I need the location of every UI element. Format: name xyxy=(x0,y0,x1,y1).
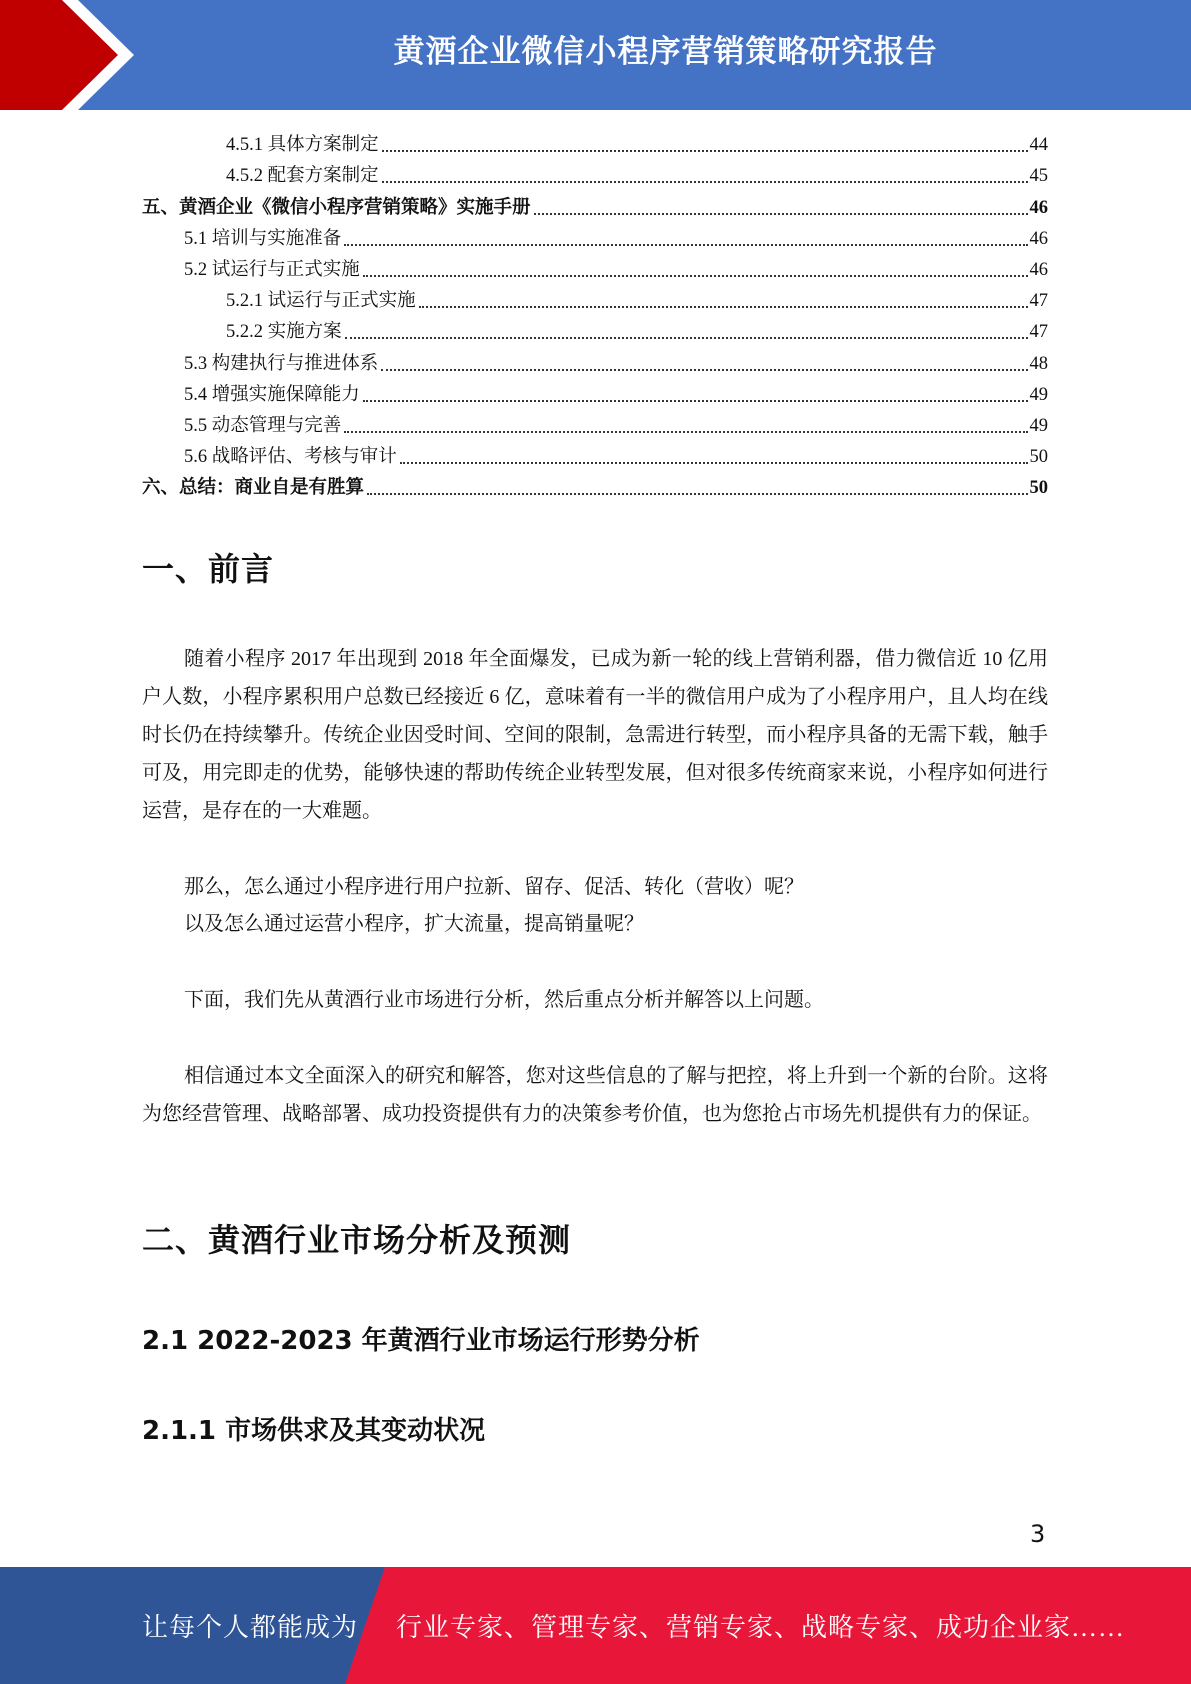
toc-entry-label: 5.4 增强实施保障能力 xyxy=(184,384,363,406)
paragraph-question-2: 以及怎么通过运营小程序，扩大流量，提高销量呢？ xyxy=(184,913,644,935)
toc-dot-leader xyxy=(363,275,1028,277)
toc-entry-page: 47 xyxy=(1029,291,1048,312)
toc-entry-page: 49 xyxy=(1029,415,1048,436)
toc-entry[interactable] xyxy=(142,346,1048,377)
toc-dot-leader xyxy=(344,431,1027,433)
toc-dot-leader xyxy=(367,493,1027,495)
toc-entry[interactable] xyxy=(142,222,1048,253)
toc-entry[interactable] xyxy=(142,128,1048,159)
toc-entry-page: 49 xyxy=(1029,384,1048,405)
toc-entry-label: 六、总结：商业自是有胜算 xyxy=(142,477,367,499)
toc-entry-label: 5.3 构建执行与推进体系 xyxy=(184,353,381,375)
toc-entry[interactable] xyxy=(142,190,1048,221)
toc-dot-leader xyxy=(382,150,1028,152)
toc-dot-leader xyxy=(344,244,1027,246)
toc-entry[interactable] xyxy=(142,253,1048,284)
toc-entry[interactable] xyxy=(142,378,1048,409)
section-heading-preface: 一、前言 xyxy=(142,550,275,588)
toc-entry[interactable] xyxy=(142,284,1048,315)
paragraph-conclusion: 相信通过本文全面深入的研究和解答，您对这些信息的了解与把控，将上升到一个新的台阶。这将为您经营管理、战略部署、成功投资提供有力的决策参考价值，也为您抢占市场先机提供有力的保证。 xyxy=(142,1065,1048,1125)
toc-dot-leader xyxy=(345,337,1028,339)
paragraph-question-1: 那么，怎么通过小程序进行用户拉新、留存、促活、转化（营收）呢？ xyxy=(184,876,804,898)
subsection-heading-2-1-1: 2.1.1 市场供求及其变动状况 xyxy=(142,1416,486,1446)
toc-entry-label: 5.2.1 试运行与正式实施 xyxy=(226,290,419,312)
toc-dot-leader xyxy=(419,306,1028,308)
subsection-heading-2-1: 2.1 2022-2023 年黄酒行业市场运行形势分析 xyxy=(142,1326,700,1356)
toc-entry-label: 5.1 培训与实施准备 xyxy=(184,228,344,250)
page-footer xyxy=(0,1567,1191,1684)
page-number: 3 xyxy=(1030,1520,1046,1548)
paragraph-intro: 随着小程序 2017 年出现到 2018 年全面爆发，已成为新一轮的线上营销利器，借力微信近 10 亿用户人数，小程序累积用户总数已经接近 6 亿，意味着有一半的微信用户成为了小程序用户，且人均在线时长仍在持续攀升。传统企业因受时间、空间的限制，急需进行转型，而小程序具备的无需下载，触手可及，用完即走的优势，能够快速的帮助传统企业转型发展，但对很多传统商家来说，小程序如何进行运营，是存在的一大难题。 xyxy=(142,648,1048,822)
toc-entry-page: 46 xyxy=(1029,228,1048,249)
toc-entry[interactable] xyxy=(142,440,1048,471)
toc-dot-leader xyxy=(400,462,1028,464)
toc-entry-page: 50 xyxy=(1029,447,1048,468)
toc-entry-page: 47 xyxy=(1029,322,1048,343)
toc-dot-leader xyxy=(381,369,1027,371)
toc-dot-leader xyxy=(534,213,1028,215)
toc-entry-label: 五、黄酒企业《微信小程序营销策略》实施手册 xyxy=(142,197,534,219)
toc-entry-label: 4.5.2 配套方案制定 xyxy=(226,165,382,187)
footer-slogan-right: 行业专家、管理专家、营销专家、战略专家、成功企业家…… xyxy=(396,1613,1126,1642)
toc-entry[interactable] xyxy=(142,159,1048,190)
footer-slogan-left: 让每个人都能成为 xyxy=(142,1613,359,1642)
page-header xyxy=(0,0,1191,110)
header-title: 黄酒企业微信小程序营销策略研究报告 xyxy=(393,34,938,70)
toc-entry-label: 4.5.1 具体方案制定 xyxy=(226,134,382,156)
toc-entry-page: 48 xyxy=(1029,353,1048,374)
toc-entry-label: 5.6 战略评估、考核与审计 xyxy=(184,446,400,468)
toc-entry-page: 45 xyxy=(1029,166,1048,187)
toc-dot-leader xyxy=(363,400,1028,402)
toc-entry-label: 5.5 动态管理与完善 xyxy=(184,415,344,437)
toc-entry[interactable] xyxy=(142,409,1048,440)
toc-entry-page: 50 xyxy=(1029,478,1048,499)
paragraph-analysis-intro: 下面，我们先从黄酒行业市场进行分析，然后重点分析并解答以上问题。 xyxy=(184,989,824,1011)
toc-entry-label: 5.2 试运行与正式实施 xyxy=(184,259,363,281)
toc-entry[interactable] xyxy=(142,471,1048,502)
table-of-contents xyxy=(142,128,1048,502)
toc-entry-label: 5.2.2 实施方案 xyxy=(226,321,345,343)
toc-dot-leader xyxy=(382,181,1028,183)
toc-entry-page: 44 xyxy=(1029,135,1048,156)
toc-entry-page: 46 xyxy=(1029,259,1048,280)
toc-entry[interactable] xyxy=(142,315,1048,346)
toc-entry-page: 46 xyxy=(1029,197,1048,218)
section-heading-market-analysis: 二、黄酒行业市场分析及预测 xyxy=(142,1221,572,1259)
